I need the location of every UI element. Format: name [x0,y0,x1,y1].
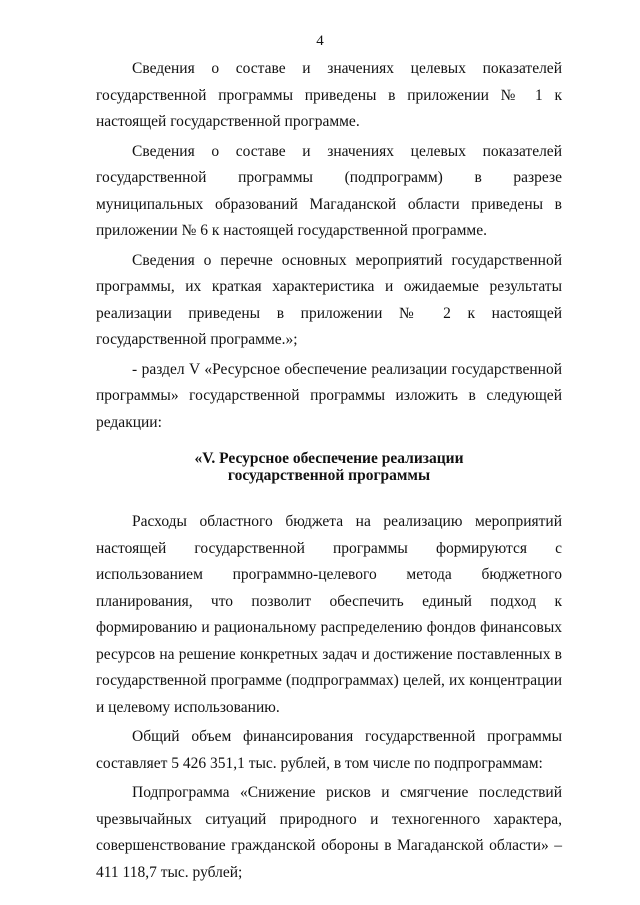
section-title-line-1: «V. Ресурсное обеспечение реализации [194,450,464,467]
paragraph-section-v-amendment: - раздел V «Ресурсное обеспечение реализации государственной программы» государственной программы изложить в следующей редакции: [96,360,562,431]
paragraph-budget-expenses: Расходы областного бюджета на реализацию мероприятий настоящей государственной программы формируются с использованием программно-целевого метода бюджетного планирования, что позволит обеспечить единый подход к формированию и рациональному распределению фондов финансовых ресурсов на решение конкретных задач и достижение поставленных в государственной программе (подпрограммах) целей, их концентрации и целевому использованию. [96,513,562,716]
paragraph-subprogram-risks: Подпрограмма «Снижение рисков и смягчение последствий чрезвычайных ситуаций природного и техногенного характера, совершенствование гражданской обороны в Магаданской области» – 411 118,7 тыс. рублей; [96,784,562,881]
paragraph-main-activities: Сведения о перечне основных мероприятий государственной программы, их краткая характеристика и ожидаемые результаты реализации приведены в приложении № 2 к настоящей государственной программе.»; [96,251,562,348]
paragraph-total-funding: Общий объем финансирования государственной программы составляет 5 426 351,1 тыс. рублей, в том числе по подпрограммам: [96,728,562,772]
document-body [96,56,562,889]
paragraph-indicators-municipal: Сведения о составе и значениях целевых показателей государственной программы (подпрограмм) в разрезе муниципальных образований Магаданской области приведены в приложении № 6 к настоящей государственной программе. [96,142,562,239]
section-title [96,450,562,484]
section-title-line-2: государственной программы [227,467,431,484]
paragraph-indicators-appendix-1: Сведения о составе и значениях целевых показателей государственной программы приведены в приложении № 1 к настоящей государственной программе. [96,60,562,130]
page-number: 4 [316,33,324,49]
